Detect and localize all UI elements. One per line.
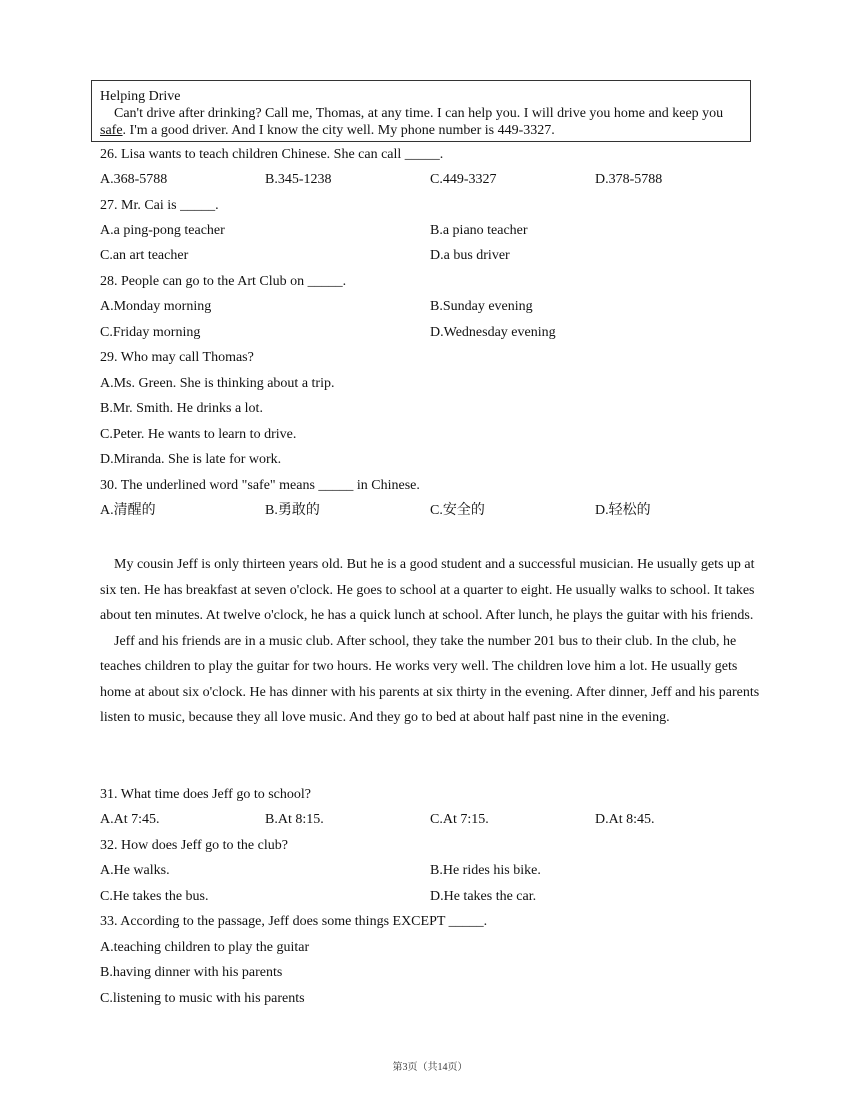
option-c: C.He takes the bus. bbox=[100, 889, 209, 904]
option-c: C.449-3327 bbox=[430, 172, 497, 187]
option-b: B.a piano teacher bbox=[430, 223, 528, 238]
option-b: B.345-1238 bbox=[265, 172, 332, 187]
notice-text-part: . I'm a good driver. And I know the city well. My phone number is 449-3327. bbox=[122, 123, 555, 138]
passage-paragraph-2: Jeff and his friends are in a music club. After school, they take the number 201 bus to their club. In the club, he teaches children to play the guitar for two hours. He works very well. The children love him a lot. He usually gets home at about six o'clock. He has dinner with his parents at six thirty in the evening. After dinner, Jeff and his parents listen to music, because they all love music. And they go to bed at about half past nine in the evening. bbox=[100, 633, 760, 725]
option-d: D.At 8:45. bbox=[595, 812, 655, 827]
option-b: B.having dinner with his parents bbox=[100, 965, 283, 980]
question-28: 28. People can go to the Art Club on _____. bbox=[100, 274, 347, 289]
option-c: C.listening to music with his parents bbox=[100, 991, 305, 1006]
notice-box bbox=[91, 80, 751, 142]
page-footer: 第3页（共14页） bbox=[392, 1062, 468, 1073]
option-a: A.a ping-pong teacher bbox=[100, 223, 225, 238]
option-b: B.He rides his bike. bbox=[430, 863, 541, 878]
question-27: 27. Mr. Cai is _____. bbox=[100, 198, 219, 213]
option-a: A.368-5788 bbox=[100, 172, 168, 187]
passage-paragraph-1: My cousin Jeff is only thirteen years old. But he is a good student and a successful musician. He usually gets up at six ten. He has breakfast at seven o'clock. He goes to school at a quarter to eight. He usually walks to school. It takes about ten minutes. At twelve o'clock, he has a quick lunch at school. After lunch, he plays the guitar with his friends. bbox=[100, 557, 755, 623]
notice-text-part: Can't drive after drinking? Call me, Thomas, at any time. I can help you. I will drive you home and keep you bbox=[114, 106, 724, 121]
option-a: A.Monday morning bbox=[100, 299, 212, 314]
option-a: A.At 7:45. bbox=[100, 812, 160, 827]
option-d: D.He takes the car. bbox=[430, 889, 537, 904]
option-c: C.At 7:15. bbox=[430, 812, 489, 827]
option-d: D.a bus driver bbox=[430, 248, 510, 263]
question-33: 33. According to the passage, Jeff does some things EXCEPT _____. bbox=[100, 914, 488, 929]
option-b: B.Mr. Smith. He drinks a lot. bbox=[100, 401, 263, 416]
option-c: C.Friday morning bbox=[100, 325, 201, 340]
option-b: B.Sunday evening bbox=[430, 299, 533, 314]
option-b: B.At 8:15. bbox=[265, 812, 324, 827]
notice-title: Helping Drive bbox=[100, 89, 181, 104]
option-a: A.清醒的 bbox=[100, 503, 156, 518]
question-32: 32. How does Jeff go to the club? bbox=[100, 838, 288, 853]
option-d: D.Wednesday evening bbox=[430, 325, 556, 340]
option-d: D.Miranda. She is late for work. bbox=[100, 452, 282, 467]
option-a: A.He walks. bbox=[100, 863, 170, 878]
option-b: B.勇敢的 bbox=[265, 503, 320, 518]
option-a: A.Ms. Green. She is thinking about a trip. bbox=[100, 376, 335, 391]
option-c: C.an art teacher bbox=[100, 248, 189, 263]
option-d: D.378-5788 bbox=[595, 172, 663, 187]
question-30: 30. The underlined word "safe" means _____ in Chinese. bbox=[100, 478, 420, 493]
option-d: D.轻松的 bbox=[595, 503, 651, 518]
option-c: C.Peter. He wants to learn to drive. bbox=[100, 427, 297, 442]
notice-text bbox=[100, 105, 742, 139]
question-29: 29. Who may call Thomas? bbox=[100, 350, 254, 365]
option-c: C.安全的 bbox=[430, 503, 485, 518]
reading-passage bbox=[100, 552, 760, 731]
option-a: A.teaching children to play the guitar bbox=[100, 940, 310, 955]
underlined-word: safe bbox=[100, 123, 123, 138]
question-26: 26. Lisa wants to teach children Chinese. She can call _____. bbox=[100, 147, 444, 162]
question-31: 31. What time does Jeff go to school? bbox=[100, 787, 311, 802]
